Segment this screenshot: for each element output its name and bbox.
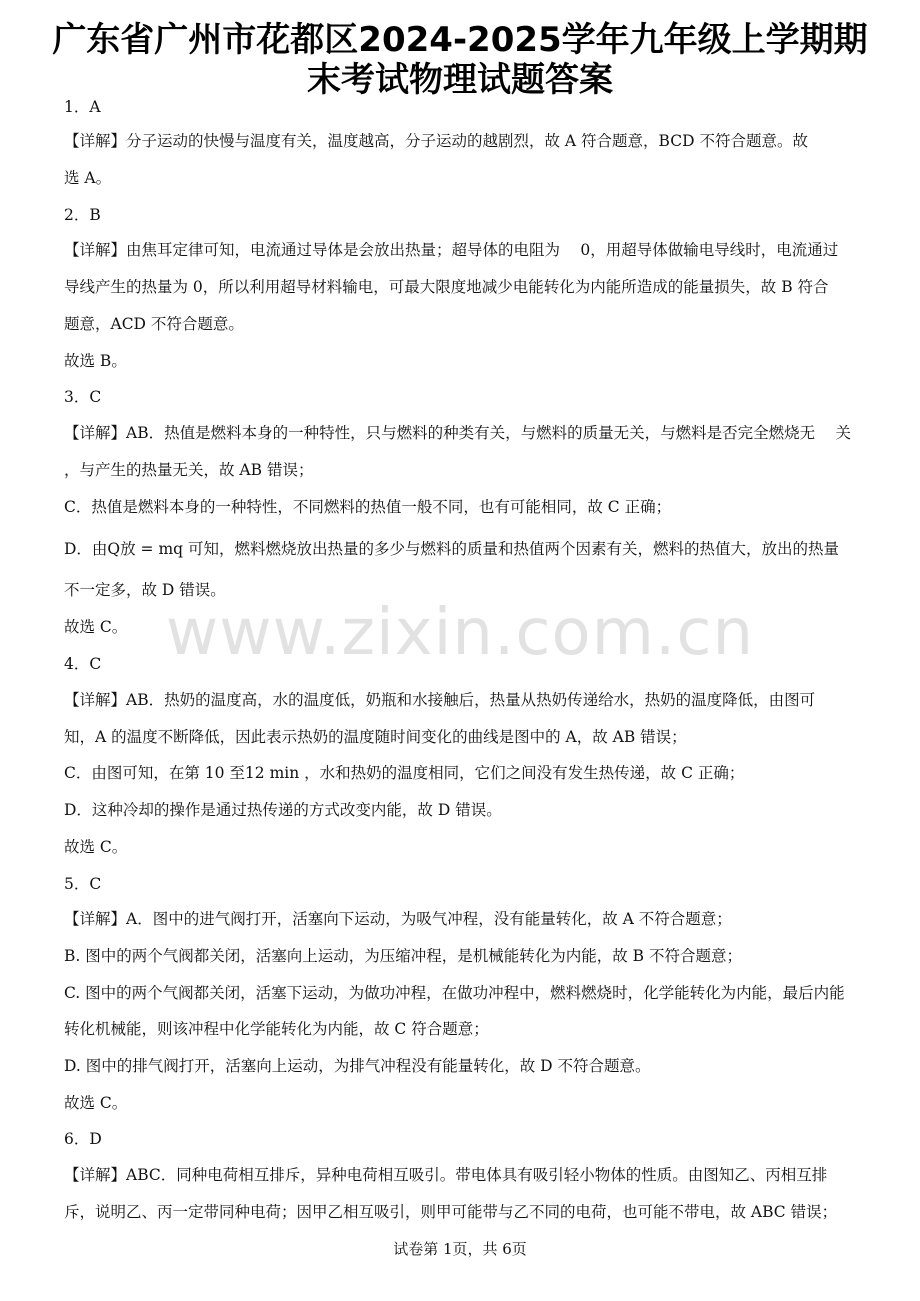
answer-line: 不一定多，故 D 错误。 [64,581,226,599]
answer-line: 1．A [64,98,101,116]
document-title-line-2: 末考试物理试题答案 [307,60,613,100]
answer-line: 故选 C。 [64,618,128,636]
answer-line: 选 A。 [64,169,112,187]
watermark: www.zixin.com.cn [165,596,755,670]
answer-line: C．热值是燃料本身的一种特性，不同燃料的热值一般不同，也有可能相同，故 C 正确； [64,498,672,516]
answer-line: 导线产生的热量为 0，所以利用超导材料输电，可最大限度地减少电能转化为内能所造成的能量损失，故 B 符合 [64,278,829,296]
answer-line: D．由Q放 = mq 可知，燃料燃烧放出热量的多少与燃料的质量和热值两个因素有关，燃料的热值大，放出的热量 [64,540,840,558]
answer-line: 2．B [64,206,101,224]
answer-line: 【详解】ABC．同种电荷相互排斥，异种电荷相互吸引。带电体具有吸引轻小物体的性质。由图知乙、丙相互排 [64,1166,828,1184]
page-footer: 试卷第 1页，共 6页 [393,1240,527,1258]
answer-line: 4．C [64,655,102,673]
answer-line: 【详解】A．图中的进气阀打开，活塞向下运动，为吸气冲程，没有能量转化，故 A 不符合题意； [64,910,732,928]
answer-line: C．由图可知，在第 10 至12 min ，水和热奶的温度相同，它们之间没有发生热传递，故 C 正确； [64,764,745,782]
answer-line: D. 图中的排气阀打开，活塞向上运动，为排气冲程没有能量转化，故 D 不符合题意。 [64,1057,651,1075]
answer-line: 【详解】AB．热奶的温度高，水的温度低，奶瓶和水接触后，热量从热奶传递给水，热奶的温度降低，由图可 [64,691,816,709]
answer-line: 斥，说明乙、丙一定带同种电荷；因甲乙相互吸引，则甲可能带与乙不同的电荷，也可能不带电，故 ABC 错误； [64,1203,838,1221]
answer-line: 【详解】AB．热值是燃料本身的一种特性，只与燃料的种类有关，与燃料的质量无关，与燃料是否完全燃烧无 关 [64,424,852,442]
answer-line: 故选 B。 [64,352,127,370]
answer-line: D．这种冷却的操作是通过热传递的方式改变内能，故 D 错误。 [64,801,502,819]
answer-line: C. 图中的两个气阀都关闭，活塞下运动，为做功冲程，在做功冲程中，燃料燃烧时，化学能转化为内能，最后内能 [64,984,845,1002]
answer-line: 故选 C。 [64,838,128,856]
document-title-line-1: 广东省广州市花都区2024-2025学年九年级上学期期 [52,20,868,60]
answer-line: 6．D [64,1130,102,1148]
answer-line: 故选 C。 [64,1094,128,1112]
answer-line: 知，A 的温度不断降低，因此表示热奶的温度随时间变化的曲线是图中的 A，故 AB 错误； [64,728,687,746]
answer-line: 5．C [64,875,102,893]
answer-line: 转化机械能，则该冲程中化学能转化为内能，故 C 符合题意； [64,1020,489,1038]
answer-line: ，与产生的热量无关，故 AB 错误； [64,461,314,479]
answer-line: 3．C [64,388,102,406]
answer-line: B. 图中的两个气阀都关闭，活塞向上运动，为压缩冲程，是机械能转化为内能，故 B 不符合题意； [64,947,742,965]
answer-line: 【详解】由焦耳定律可知，电流通过导体是会放出热量；超导体的电阻为 0，用超导体做输电导线时，电流通过 [64,241,839,259]
answer-line: 【详解】分子运动的快慢与温度有关，温度越高，分子运动的越剧烈，故 A 符合题意，BCD 不符合题意。故 [64,132,808,150]
answer-line: 题意，ACD 不符合题意。 [64,315,244,333]
